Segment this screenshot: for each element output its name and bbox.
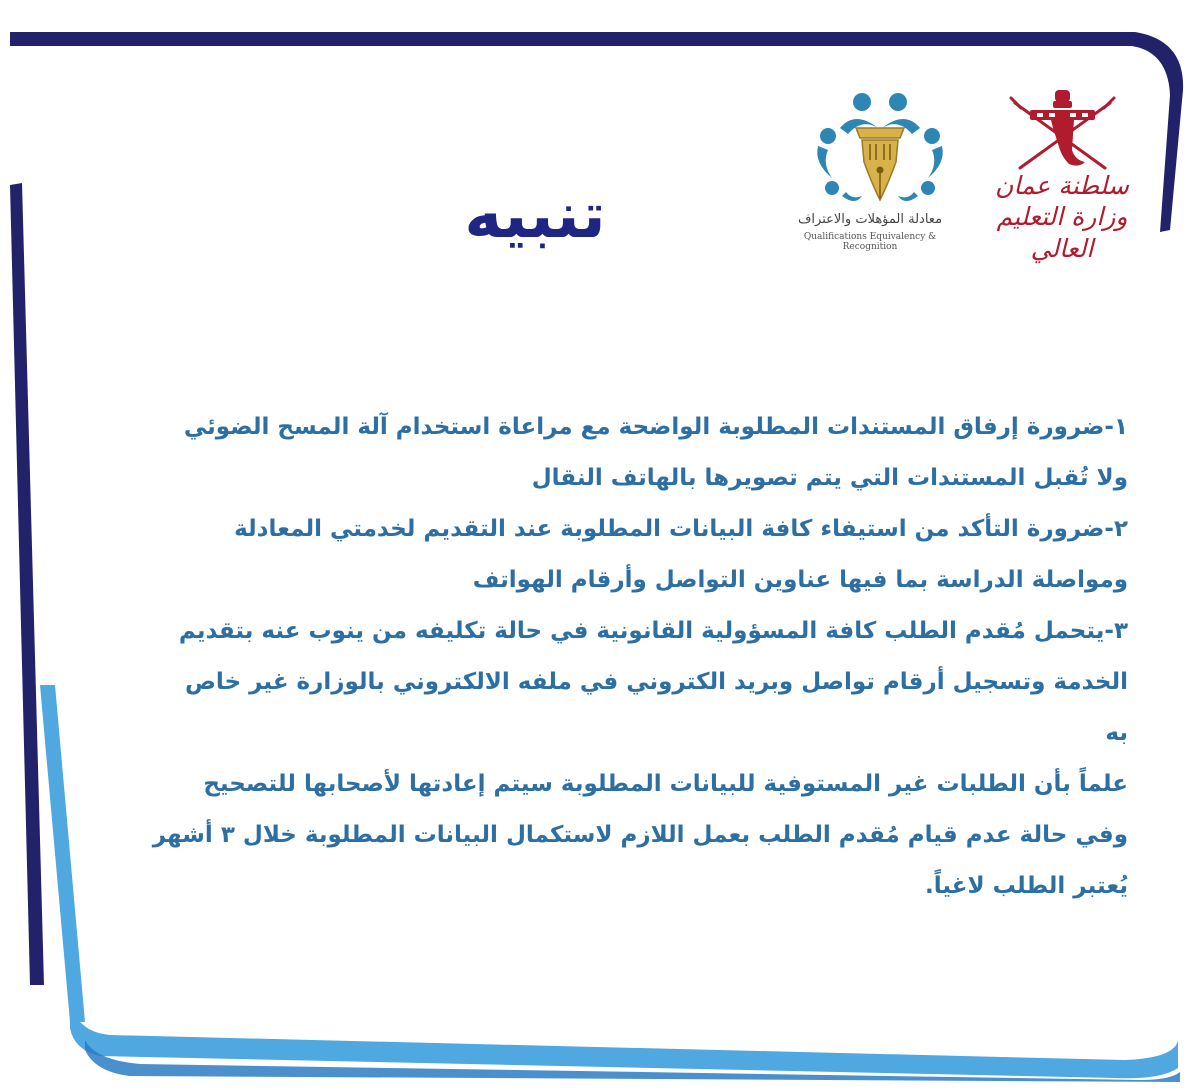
qualifications-pen-emblem-icon bbox=[800, 88, 960, 213]
ministry-line-2: وزارة التعليم العالي bbox=[996, 202, 1128, 263]
notice-footnote-line-1: علماً بأن الطلبات غير المستوفية للبيانات المطلوبة سيتم إعادتها لأصحابها للتصحيح bbox=[203, 771, 1128, 797]
frame-navy-left bbox=[10, 183, 44, 985]
frame-light-blue-left bbox=[40, 685, 85, 1022]
notice-item-3 bbox=[112, 606, 1128, 759]
equivalency-name-en: Qualifications Equivalency & Recognition bbox=[803, 232, 937, 252]
notice-body bbox=[112, 402, 1128, 912]
notice-item-1 bbox=[112, 402, 1128, 504]
notice-item-3-line-2: الخدمة وتسجيل أرقام تواصل وبريد الكتروني في ملفه الالكتروني بالوزارة غير خاص bbox=[184, 669, 1128, 695]
ministry-line-1: سلطنة عمان bbox=[995, 171, 1129, 200]
notice-title: تنبيه bbox=[464, 179, 606, 253]
notice-footnote-line-3: يُعتبر الطلب لاغياً. bbox=[925, 873, 1128, 899]
equivalency-name-ar: معادلة المؤهلات والاعتراف bbox=[797, 212, 943, 227]
notice-item-1-line-2: ولا تُقبل المستندات التي يتم تصويرها بالهاتف النقال bbox=[531, 465, 1128, 491]
notice-footnote bbox=[112, 759, 1128, 912]
notice-item-2 bbox=[112, 504, 1128, 606]
notice-item-1-line-1: ١-ضرورة إرفاق المستندات المطلوبة الواضحة مع مراعاة استخدام آلة المسح الضوئي bbox=[183, 414, 1128, 440]
notice-item-3-line-1: ٣-يتحمل مُقدم الطلب كافة المسؤولية القانونية في حالة تكليفه من ينوب عنه بتقديم bbox=[178, 618, 1128, 644]
notice-item-2-line-1: ٢-ضرورة التأكد من استيفاء كافة البيانات المطلوبة عند التقديم لخدمتي المعادلة bbox=[234, 516, 1128, 542]
notice-footnote-line-2: وفي حالة عدم قيام مُقدم الطلب بعمل اللازم لاستكمال البيانات المطلوبة خلال ٣ أشهر bbox=[152, 822, 1128, 848]
notice-item-2-line-2: ومواصلة الدراسة بما فيها عناوين التواصل وأرقام الهواتف bbox=[472, 567, 1128, 593]
notice-item-3-line-3: به bbox=[1105, 720, 1128, 746]
ministry-logo-text bbox=[978, 170, 1146, 264]
